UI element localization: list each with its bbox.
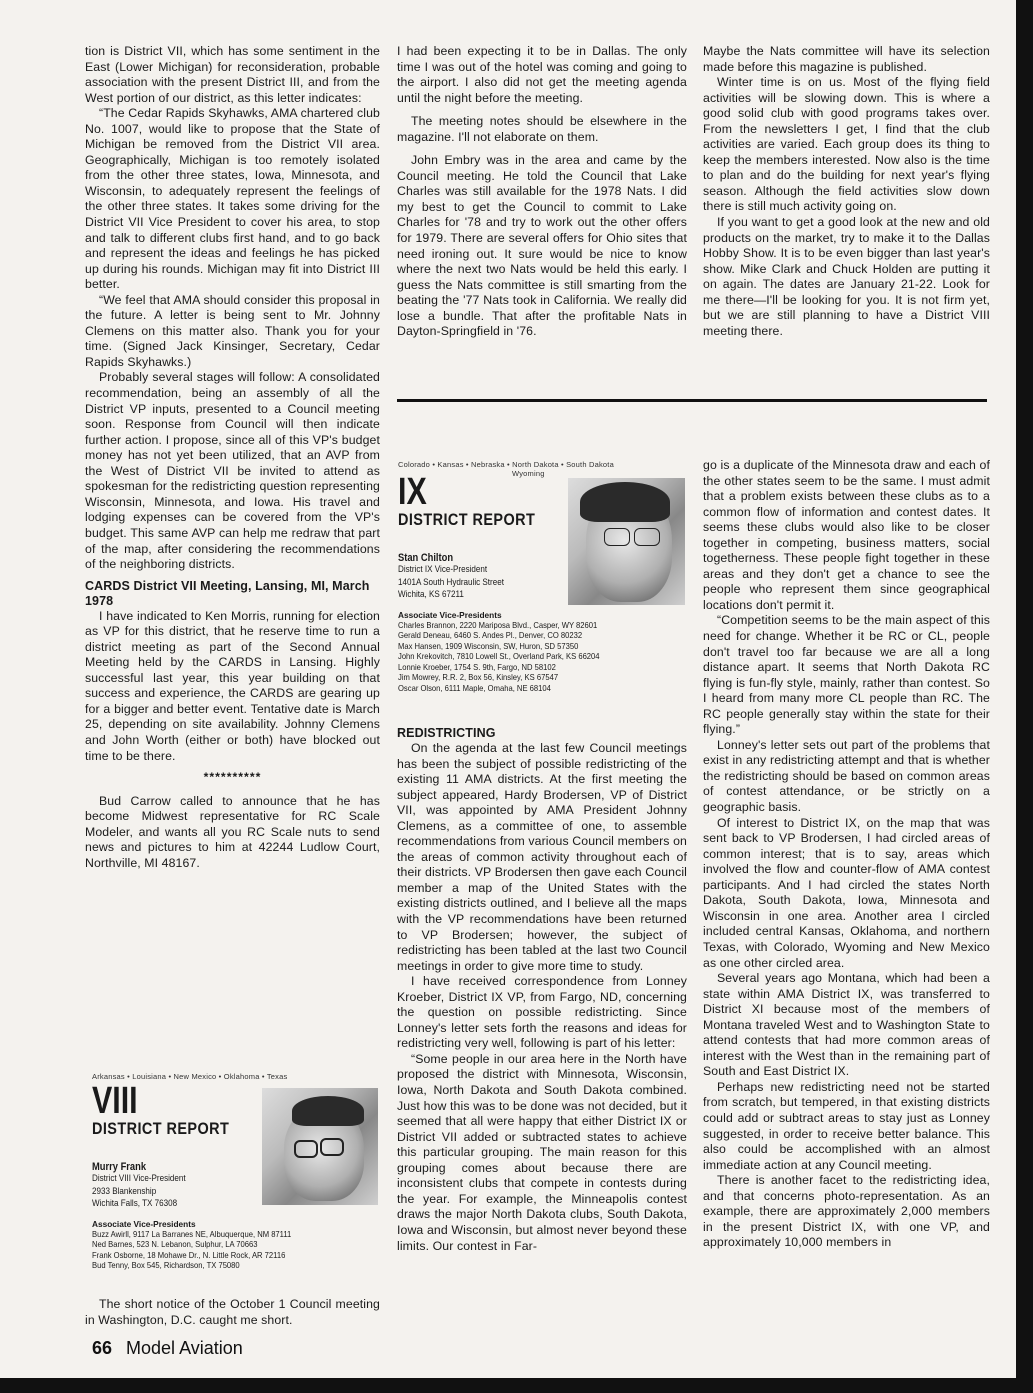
district-numeral: IX xyxy=(398,471,427,513)
paragraph: Winter time is on us. Most of the flying field activities will be slowing down. This is where a good solid club with good programs takes over. From the newsletters I get, I find that the club activities are varied. Each group does its thing to keep the members interested. Now also is the time to plan and do the building for next year's flying season. Although the field activities slow down there is still much activity going on. xyxy=(703,75,990,214)
district-states: Arkansas • Louisiana • New Mexico • Oklahoma • Texas xyxy=(92,1072,288,1081)
district-report-title: DISTRICT REPORT xyxy=(398,510,536,529)
vp-portrait-photo xyxy=(262,1088,378,1205)
avp-heading: Associate Vice-Presidents xyxy=(92,1218,196,1229)
column-1-closing xyxy=(85,1297,380,1328)
page-number: 66 xyxy=(92,1338,113,1358)
avp-entry: Buzz Awirll, 9117 La Barranes NE, Albuquerque, NM 87111 xyxy=(92,1228,292,1239)
avp-entry: Frank Osborne, 18 Mohawe Dr., N. Little Rock, AR 72116 xyxy=(92,1249,286,1260)
paragraph: I had been expecting it to be in Dallas. The only time I was out of the hotel was coming and going to the airport. I also did not get the meeting agenda until the night before the meeting. xyxy=(397,44,687,105)
vp-address: 1401A South Hydraulic Street xyxy=(398,576,504,588)
paragraph: Bud Carrow called to announce that he has become Midwest representative for RC Scale Modeler, and wants all you RC Scale nuts to send news and pictures to him at 42244 Ludlow Court, Northville, MI 48167. xyxy=(85,793,380,870)
avp-entry: Gerald Deneau, 6460 S. Andes Pl., Denver, CO 80232 xyxy=(398,630,583,640)
paragraph: John Embry was in the area and came by the Council meeting. He told the Council that Lake Charles was still available for the 1978 Nats. I did my best to get the Council to commit to Lake Charles for '78 and try to work out the other offers for 1979. There are several offers for Ohio sites that need ironing out. It sure would be nice to know where the next two Nats would be held this early. I guess the Nats committee is still smarting from the beating the '77 Nats took in California. We really did lose a bundle. That after the profitable Nats in Dayton-Springfield in '76. xyxy=(397,153,687,339)
page-footer xyxy=(92,1338,243,1359)
district-report-title: DISTRICT REPORT xyxy=(92,1119,230,1138)
paragraph: go is a duplicate of the Minnesota draw and each of the other states seem to be the same. I must admit that a problem exists between these clubs as to a common flow of information and contest dates. It seems these clubs would also like to be closer together in competing, business matters, social togetherness. These people fight together in these areas and they don't get a chance to see the people who represent them since geographical locations don't permit it. xyxy=(703,458,990,612)
section-heading: REDISTRICTING xyxy=(397,726,496,740)
avp-entry: Oscar Olson, 6111 Maple, Omaha, NE 68104 xyxy=(398,682,551,693)
paragraph: “Competition seems to be the main aspect of this need for change. Whether it be RC or CL, people don't travel too far because we are all a long distance apart. It seems that North Dakota RC flying is fun-fly style, mainly, rather than contest. So I heard from many more CL people than RC. The RC people generally stay within the state for their flying.” xyxy=(703,613,990,737)
column-3-top xyxy=(703,44,990,339)
paragraph: “We feel that AMA should consider this proposal in the future. A letter is being sent to Mr. Johnny Clemens on this matter also. Thank you for your time. (Signed Jack Kinsinger, Secretary, Cedar Rapids Skyhawks.) xyxy=(85,292,380,369)
vp-name: Murry Frank xyxy=(92,1161,147,1173)
separator-stars: ********** xyxy=(203,770,262,785)
district-numeral: VIII xyxy=(92,1080,138,1122)
vp-title: District VIII Vice-President xyxy=(92,1173,186,1184)
column-2-top xyxy=(397,44,687,340)
paragraph: I have indicated to Ken Morris, running for election as VP for this district, that he reserve time to run a district meeting as part of the Second Annual Meeting held by the CARDS in Lansing. Highly successful last year, this year building on that success and experience, the CARDS are gearing up for a bigger and better event. Tentative date is March 25, depending on site availability. Johnny Clemens and John Worth (either or both) have blocked out time to be there. xyxy=(85,608,380,763)
paragraph: Perhaps new redistricting need not be started from scratch, but tempered, in that existing districts could add or subtract areas to stay just as Lonney suggested, in order to receive better balance. This also could be accomplished with an almost immediate action at any Council meeting. xyxy=(703,1079,990,1172)
paragraph: I have received correspondence from Lonney Kroeber, District IX VP, from Fargo, ND, concerning the question on possible redistricting. Since Lonney's letter sets forth the reasons and ideas for redistricting very well, following is part of his letter: xyxy=(397,974,687,1051)
section-heading: CARDS District VII Meeting, Lansing, MI, March 1978 xyxy=(85,578,370,608)
paragraph: Of interest to District IX, on the map that was sent back to VP Brodersen, I had circled areas of common interest; that is to say, areas which involved the flow and counter-flow of AMA contest participants. And I had circled the states North Dakota, South Dakota, Iowa, Minnesota and Wisconsin in one area. Another area I circled included central Kansas, Oklahoma, and northern Texas, with Colorado, Wyoming and New Mexico as one other circled area. xyxy=(703,815,990,970)
avp-heading: Associate Vice-Presidents xyxy=(398,609,502,620)
avp-entry: John Krekovitch, 7810 Lowell St., Overland Park, KS 66204 xyxy=(398,651,600,661)
avp-entry: Lonnie Kroeber, 1754 S. 9th, Fargo, ND 58102 xyxy=(398,661,556,672)
paragraph: Lonney's letter sets out part of the problems that exist in any redistricting attempt and that is whether the redistricting should be based on common areas of contest attendance, or be strictly on a geographic basis. xyxy=(703,737,990,815)
column-1 xyxy=(85,44,380,871)
paragraph: tion is District VII, which has some sentiment in the East (Lower Michigan) for reconsideration, probable association with the present District III, and from the West portion of our district, as this letter indicates: xyxy=(85,44,380,105)
district-states: Colorado • Kansas • Nebraska • North Dakota • South Dakota xyxy=(398,460,614,469)
paragraph: There is another facet to the redistricting idea, and that concerns photo-representation. As an example, there are approximately 2,000 members in the present District IX, with one VP, and approximately 10,000 members in xyxy=(703,1173,990,1250)
vp-city: Wichita, KS 67211 xyxy=(398,589,464,600)
vp-city: Wichita Falls, TX 76308 xyxy=(92,1198,178,1209)
avp-entry: Charles Brannon, 2220 Mariposa Blvd., Casper, WY 82601 xyxy=(398,619,598,630)
vp-portrait-photo xyxy=(568,478,685,605)
section-divider xyxy=(397,399,987,402)
avp-entry: Ned Barnes, 523 N. Lebanon, Sulphur, LA 70663 xyxy=(92,1239,258,1249)
paragraph: The short notice of the October 1 Council meeting in Washington, D.C. caught me short. xyxy=(85,1297,380,1327)
vp-address: 2933 Blankenship xyxy=(92,1185,157,1197)
column-3-bottom xyxy=(703,458,990,1251)
paragraph: On the agenda at the last few Council meetings has been the subject of possible redistricting of the existing 11 AMA districts. At the first meeting the subject appeared, Hardy Brodersen, VP of District VII, was appointed by AMA President Johnny Clemens, as a committee of one, to assemble recommendations from various Council members on the areas of common activity throughout each of their districts. VP Brodersen then gave each Council member a map of the United States with the existing districts outlined, and I believe all the maps with the VP recommendations have been returned to VP Brodersen; however, the subject of redistricting has been tabled at the last two Council meetings in order to give more time to study. xyxy=(397,741,687,973)
column-2-bottom xyxy=(397,726,687,1254)
avp-entry: Max Hansen, 1909 Wisconsin, SW, Huron, SD 57350 xyxy=(398,640,579,651)
avp-entry: Bud Tenny, Box 545, Richardson, TX 75080 xyxy=(92,1260,240,1270)
paragraph: “The Cedar Rapids Skyhawks, AMA chartered club No. 1007, would like to propose that the State of Michigan be removed from the District VII area. Geographically, Michigan is too remotely isolated from the other three states, Iowa, Minnesota, and Wisconsin, to adequately represent the feelings of the other three states. It takes some driving for the District VII Vice President to cover his area, to stop and talk to different clubs first hand, and to go back and represent the ideas and feelings he has picked up during his rounds. Michigan may fit into District III better. xyxy=(85,106,380,292)
paragraph: If you want to get a good look at the new and old products on the market, try to make it to the Dallas Hobby Show. It is to be even bigger than last year's show. Mike Clark and Chuck Holden are putting it on again. The dates are January 21-22. Look for me there—I'll be looking for you. It is not firm yet, but we are still planning to have a District VIII meeting there. xyxy=(703,215,990,338)
vp-title: District IX Vice-President xyxy=(398,564,488,575)
vp-name: Stan Chilton xyxy=(398,552,454,564)
paragraph: Maybe the Nats committee will have its selection made before this magazine is published. xyxy=(703,44,990,74)
paragraph: “Some people in our area here in the North have proposed the district with Minnesota, Wisconsin, Iowa, North Dakota and South Dakota combined. Just how this was to be done was not decided, but it seemed that all were happy that either District IX or District VII added or subtracted states to achieve this particular grouping. The main reason for this grouping comes about because there are inconsistent clubs that compete in contests during the year. For example, the Minneapolis contest draws the major North Dakota clubs, South Dakota, Iowa and Wisconsin, but almost never beyond these limits. Our contest in Far- xyxy=(397,1051,687,1253)
paragraph: Probably several stages will follow: A consolidated recommendation, being an assembly of all the District VP inputs, presented to a Council meeting soon. Response from Council will then indicate further action. I propose, since all of this VP's budget money has not yet been utilized, that an AVP from the West of District VII be invited to attend as spokesman for the redistricting question representing Wisconsin, Minnesota, and Iowa. His travel and lodging expenses can be covered from the VP's budget. This same AVP can help me redraw that part of the map, after considering the recommendations of the neighboring districts. xyxy=(85,370,380,572)
avp-entry: Jim Mowrey, R.R. 2, Box 56, Kinsley, KS 67547 xyxy=(398,672,559,682)
magazine-title: Model Aviation xyxy=(126,1338,243,1358)
paragraph: Several years ago Montana, which had been a state within AMA District IX, was transferred to District XI because most of the members of Montana traveled West and to Washington State to attend contests that had more common areas of interest with the West than in the remaining part of South and East District IX. xyxy=(703,971,990,1079)
district-states-2: Wyoming xyxy=(512,469,545,478)
paragraph: The meeting notes should be elsewhere in the magazine. I'll not elaborate on them. xyxy=(397,114,687,144)
